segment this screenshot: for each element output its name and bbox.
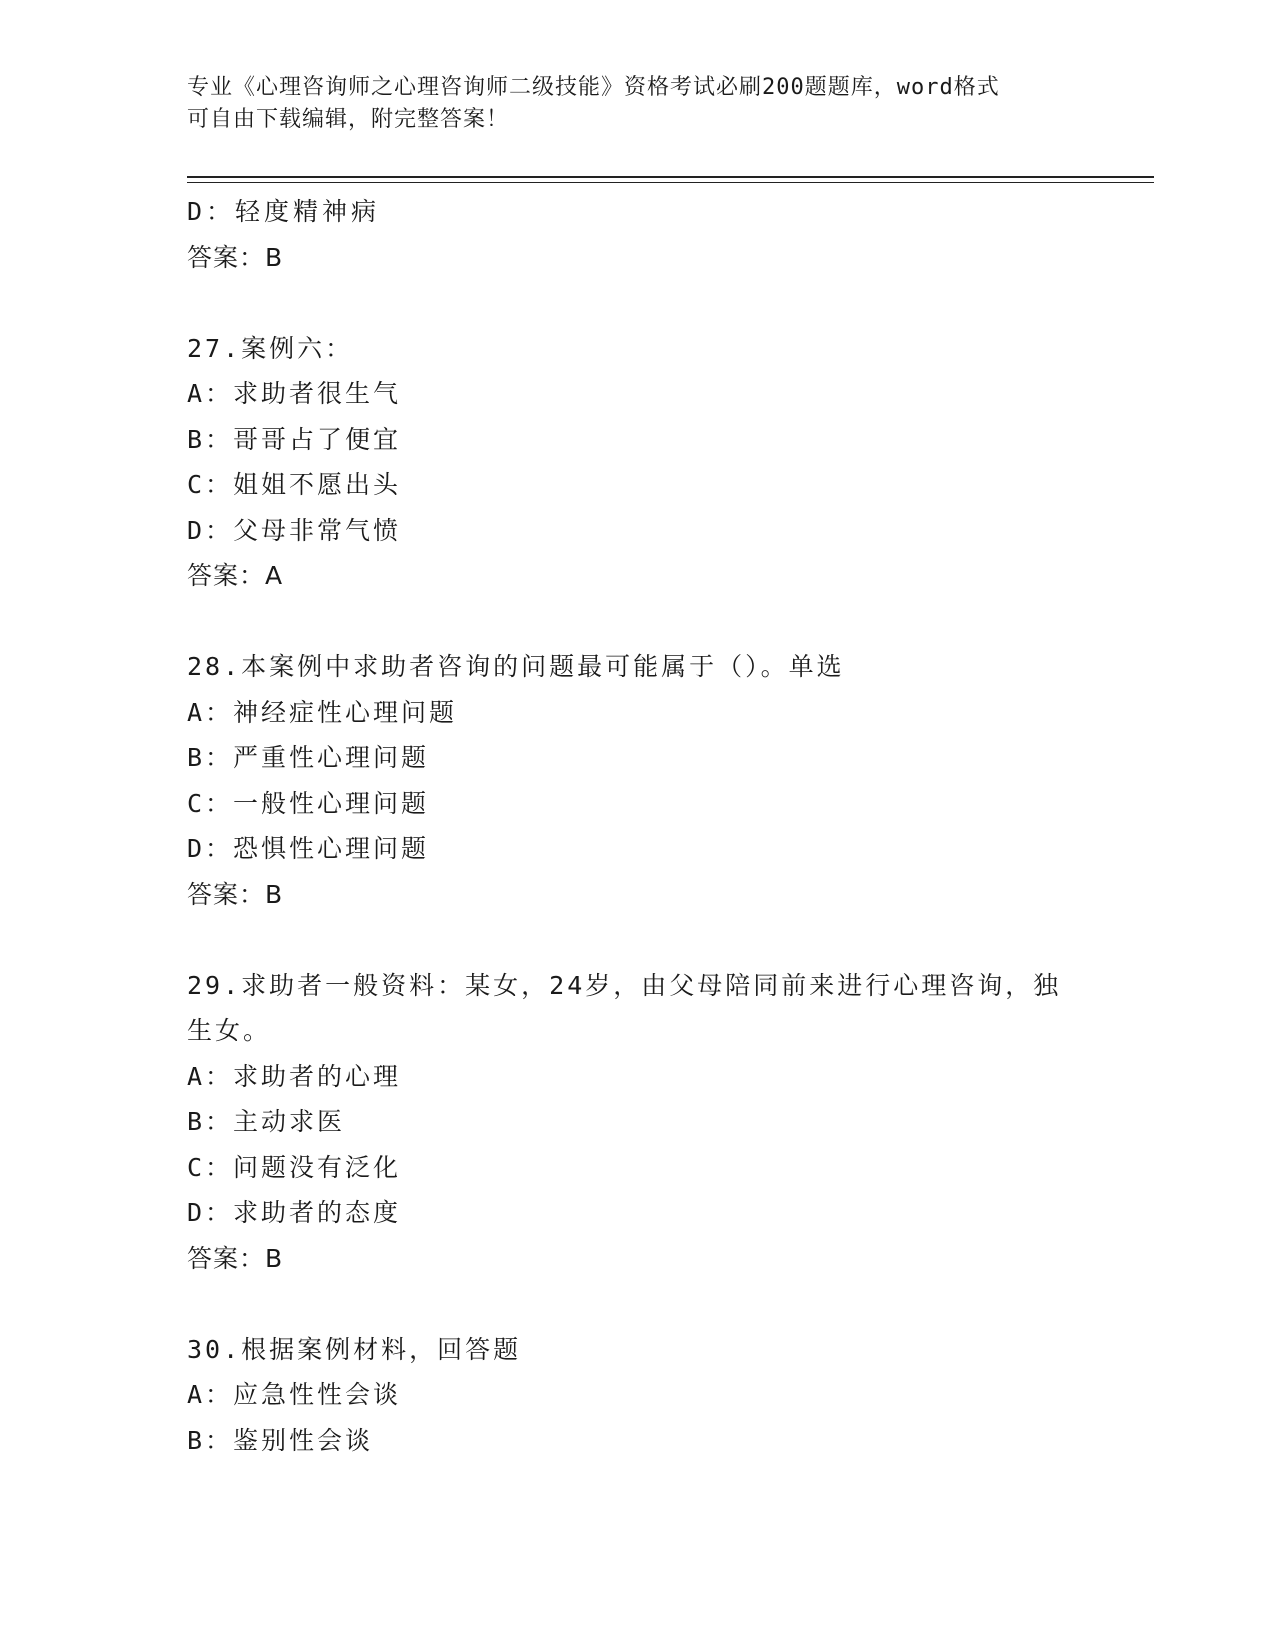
- option-b: B：主动求医: [187, 1107, 346, 1136]
- question-27: [187, 326, 1087, 599]
- answer-line: 答案：A: [187, 561, 284, 590]
- question-28: [187, 644, 1087, 917]
- document-header: [187, 72, 1087, 136]
- header-line-1: 专业《心理咨询师之心理咨询师二级技能》资格考试必刷200题题库，word格式: [187, 75, 1000, 100]
- document-body: [187, 189, 1087, 1463]
- question-30: [187, 1327, 1087, 1464]
- option-c: C：一般性心理问题: [187, 788, 430, 818]
- question-stem-cont: 生女。: [187, 1016, 272, 1045]
- option-d: D：父母非常气愤: [187, 515, 402, 545]
- option-c: C：姐姐不愿出头: [187, 470, 402, 499]
- answer-line: 答案：B: [187, 242, 284, 272]
- question-stem: 27.案例六：: [187, 333, 354, 363]
- option-b: B：严重性心理问题: [187, 743, 430, 772]
- header-line-2: 可自由下载编辑，附完整答案！: [187, 107, 510, 132]
- option-c: C：问题没有泛化: [187, 1152, 402, 1182]
- question-29: [187, 963, 1087, 1282]
- option-a: A：求助者的心理: [187, 1061, 402, 1091]
- option-d: D：求助者的态度: [187, 1198, 402, 1227]
- header-divider-thick: [187, 176, 1154, 178]
- option-a: A：应急性性会谈: [187, 1380, 402, 1409]
- question-stem: 30.根据案例材料，回答题: [187, 1334, 522, 1364]
- question-stem: 29.求助者一般资料：某女，24岁，由父母陪同前来进行心理咨询，独: [187, 970, 1062, 1000]
- question-stem: 28.本案例中求助者咨询的问题最可能属于（）。单选: [187, 652, 845, 681]
- option-a: A：神经症性心理问题: [187, 697, 458, 727]
- option-a: A：求助者很生气: [187, 379, 402, 408]
- header-divider-thin: [187, 182, 1154, 183]
- option-d: D：轻度精神病: [187, 197, 381, 226]
- answer-line: 答案：B: [187, 879, 284, 909]
- option-d: D：恐惧性心理问题: [187, 834, 430, 863]
- option-b: B：鉴别性会谈: [187, 1425, 374, 1455]
- option-b: B：哥哥占了便宜: [187, 424, 402, 454]
- answer-line: 答案：B: [187, 1243, 284, 1273]
